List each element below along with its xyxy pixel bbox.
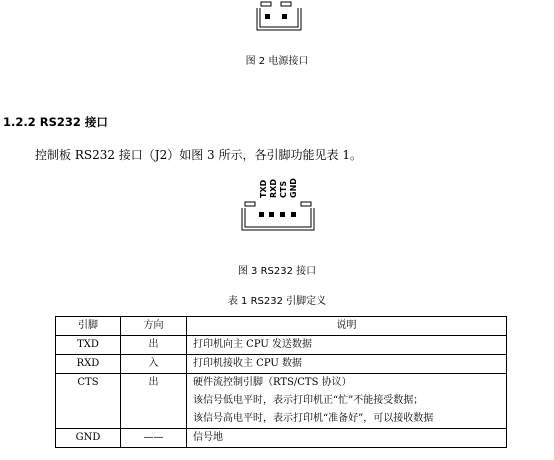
pin-label-cts: CTS (279, 180, 288, 198)
description-line: 打印机向主 CPU 发送数据 (193, 339, 312, 350)
cell-direction: 出 (121, 336, 187, 355)
power-connector-diagram (255, 0, 305, 40)
cell-direction: 出 (121, 374, 187, 429)
body-paragraph: 控制板 RS232 接口（J2）如图 3 所示，各引脚功能见表 1。 (35, 148, 362, 162)
cell-description (187, 429, 507, 448)
figure-2-caption: 图 2 电源接口 (245, 56, 309, 67)
table-1-caption: 表 1 RS232 引脚定义 (227, 296, 327, 307)
header-description: 说明 (187, 317, 507, 336)
header-direction: 方向 (121, 317, 187, 336)
pin-label-txd: TXD (259, 179, 268, 198)
description-line: 硬件流控制引脚（RTS/CTS 协议） (193, 377, 352, 388)
cell-direction: 入 (121, 355, 187, 374)
cell-description (187, 374, 507, 429)
cell-description (187, 336, 507, 355)
description-line: 信号地 (193, 432, 223, 443)
section-heading: 1.2.2 RS232 接口 (3, 115, 108, 129)
description-line: 该信号低电平时，表示打印机正“忙”不能接受数据； (193, 395, 424, 406)
table-row (56, 429, 507, 448)
rs232-connector-diagram (238, 168, 318, 246)
header-pin: 引脚 (56, 317, 121, 336)
cell-pin: RXD (56, 355, 121, 374)
figure-3-caption: 图 3 RS232 接口 (237, 266, 317, 277)
table-row (56, 374, 507, 429)
pin-definition-table (55, 316, 507, 448)
cell-pin: TXD (56, 336, 121, 355)
cell-direction: —— (121, 429, 187, 448)
pin-label-gnd: GND (289, 178, 298, 198)
cell-pin: GND (56, 429, 121, 448)
pin-label-rxd: RXD (269, 179, 278, 198)
description-line: 该信号高电平时，表示打印机“准备好”，可以接收数据 (193, 413, 434, 424)
table-row (56, 336, 507, 355)
table-row (56, 355, 507, 374)
cell-description (187, 355, 507, 374)
description-line: 打印机接收主 CPU 数据 (193, 358, 302, 369)
cell-pin: CTS (56, 374, 121, 429)
table-header-row (56, 317, 507, 336)
